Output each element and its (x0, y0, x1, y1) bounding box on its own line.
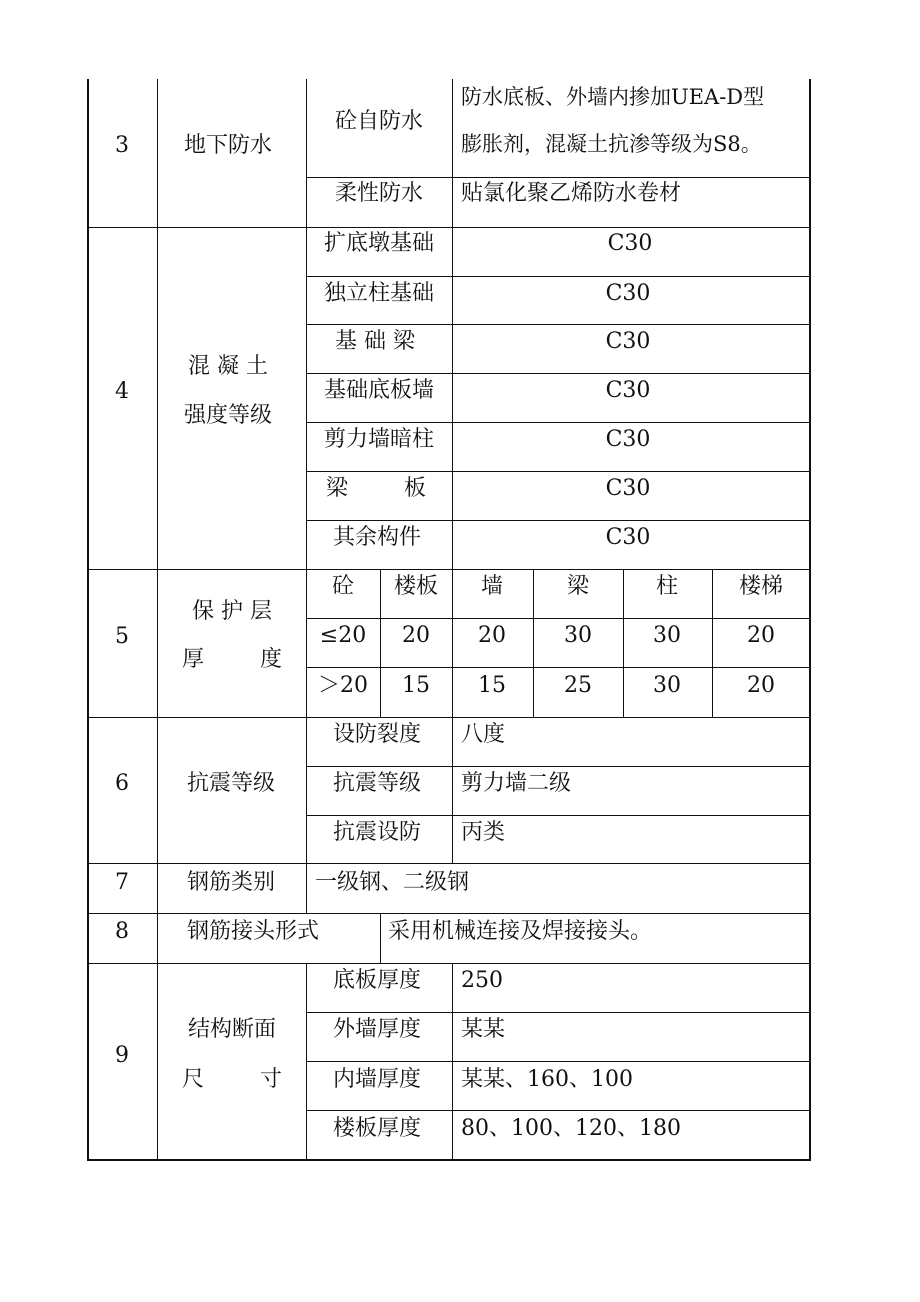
row-item: 强度等级 (183, 403, 273, 428)
divider (87, 569, 811, 570)
sub-item-value: C30 (607, 231, 653, 256)
sub-item-value: 某某、160、100 (461, 1067, 633, 1092)
row-value: 采用机械连接及焊接接头。 (388, 919, 653, 944)
sub-item-name: 抗震设防 (332, 820, 422, 845)
divider (306, 815, 811, 816)
sub-item-name: 抗震等级 (332, 771, 422, 796)
sub-item-name: 内墙厚度 (332, 1067, 422, 1092)
sub-item-value: 膨胀剂，混凝土抗渗等级为S8。 (461, 132, 762, 156)
table-border-bottom (87, 1159, 811, 1161)
divider (306, 1110, 811, 1111)
divider (306, 766, 811, 767)
divider (306, 373, 811, 374)
divider (306, 1012, 811, 1013)
cover-header: 柱 (655, 574, 679, 599)
divider (306, 79, 307, 913)
row-number: 7 (115, 870, 129, 895)
sub-item-name: 设防裂度 (332, 722, 422, 747)
divider (306, 1061, 811, 1062)
cover-cell: 20 (747, 623, 775, 648)
sub-item-value: 250 (461, 968, 503, 993)
row-number: 6 (115, 771, 129, 796)
divider (306, 324, 811, 325)
cover-header: 楼梯 (738, 574, 784, 599)
row-item: 地下防水 (183, 133, 273, 158)
divider (157, 79, 158, 1161)
sub-item-value: 80、100、120、180 (461, 1116, 681, 1141)
sub-item-name: 梁 板 (326, 476, 426, 501)
divider (306, 520, 811, 521)
sub-item-value: C30 (605, 525, 651, 550)
row-number: 5 (115, 624, 129, 649)
sub-item-value: 八度 (461, 722, 506, 747)
cover-cell: ＞20 (318, 673, 368, 698)
row-number: 9 (115, 1043, 129, 1068)
table-border-left (87, 79, 89, 1161)
cover-cell: 15 (478, 673, 506, 698)
row-item: 抗震等级 (186, 771, 276, 796)
sub-item-value: C30 (605, 476, 651, 501)
row-item: 保 护 层 (192, 599, 272, 624)
divider (87, 227, 811, 228)
divider (380, 569, 381, 717)
divider (87, 863, 811, 864)
cover-header: 梁 (566, 574, 590, 599)
sub-item-name: 基础底板墙 (323, 378, 435, 403)
row-item: 钢筋接头形式 (186, 919, 320, 944)
cover-header: 楼板 (393, 574, 439, 599)
divider (623, 569, 624, 717)
row-number: 8 (115, 919, 129, 944)
cover-cell: 20 (402, 623, 430, 648)
sub-item-value: 防水底板、外墙内掺加UEA-D型 (461, 85, 765, 109)
divider (306, 177, 811, 178)
sub-item-name: 扩底墩基础 (323, 231, 435, 256)
cover-cell: 30 (564, 623, 592, 648)
cover-header: 墙 (480, 574, 504, 599)
cover-cell: 25 (564, 673, 592, 698)
divider (87, 913, 811, 914)
cover-cell: 30 (653, 673, 681, 698)
sub-item-name: 楼板厚度 (332, 1116, 422, 1141)
cover-cell: 20 (478, 623, 506, 648)
row-value: 一级钢、二级钢 (315, 870, 470, 895)
row-number: 4 (115, 379, 129, 404)
sub-item-value: 剪力墙二级 (461, 771, 572, 796)
sub-item-name: 独立柱基础 (323, 281, 435, 306)
cover-cell: 15 (402, 673, 430, 698)
sub-item-value: C30 (605, 427, 651, 452)
sub-item-name: 砼自防水 (334, 109, 424, 134)
sub-item-value: 丙类 (461, 820, 506, 845)
row-item: 尺 寸 (182, 1067, 282, 1092)
cover-cell: 30 (653, 623, 681, 648)
sub-item-value: 某某 (461, 1017, 506, 1042)
table-border-right (809, 79, 811, 1161)
sub-item-name: 底板厚度 (332, 968, 422, 993)
divider (306, 471, 811, 472)
sub-item-value: C30 (605, 281, 651, 306)
cover-cell: 20 (747, 673, 775, 698)
sub-item-name: 外墙厚度 (332, 1017, 422, 1042)
sub-item-name: 基 础 梁 (335, 329, 415, 354)
divider (306, 618, 811, 619)
divider (533, 569, 534, 717)
sub-item-value: 贴氯化聚乙烯防水卷材 (461, 181, 682, 206)
sub-item-name: 剪力墙暗柱 (323, 427, 435, 452)
row-item: 结构断面 (187, 1017, 277, 1042)
divider (87, 963, 811, 964)
cover-cell: ≤20 (319, 623, 367, 648)
cover-header: 砼 (331, 574, 355, 599)
divider (712, 569, 713, 717)
divider (87, 717, 811, 718)
sub-item-name: 柔性防水 (334, 181, 424, 206)
row-item: 混 凝 土 (188, 354, 268, 379)
row-number: 3 (115, 133, 129, 158)
divider (380, 913, 381, 963)
sub-item-value: C30 (605, 378, 651, 403)
divider (306, 667, 811, 668)
divider (306, 422, 811, 423)
sub-item-name: 其余构件 (332, 525, 422, 550)
row-item: 厚 度 (182, 647, 282, 672)
sub-item-value: C30 (605, 329, 651, 354)
divider (306, 276, 811, 277)
row-item: 钢筋类别 (186, 870, 276, 895)
